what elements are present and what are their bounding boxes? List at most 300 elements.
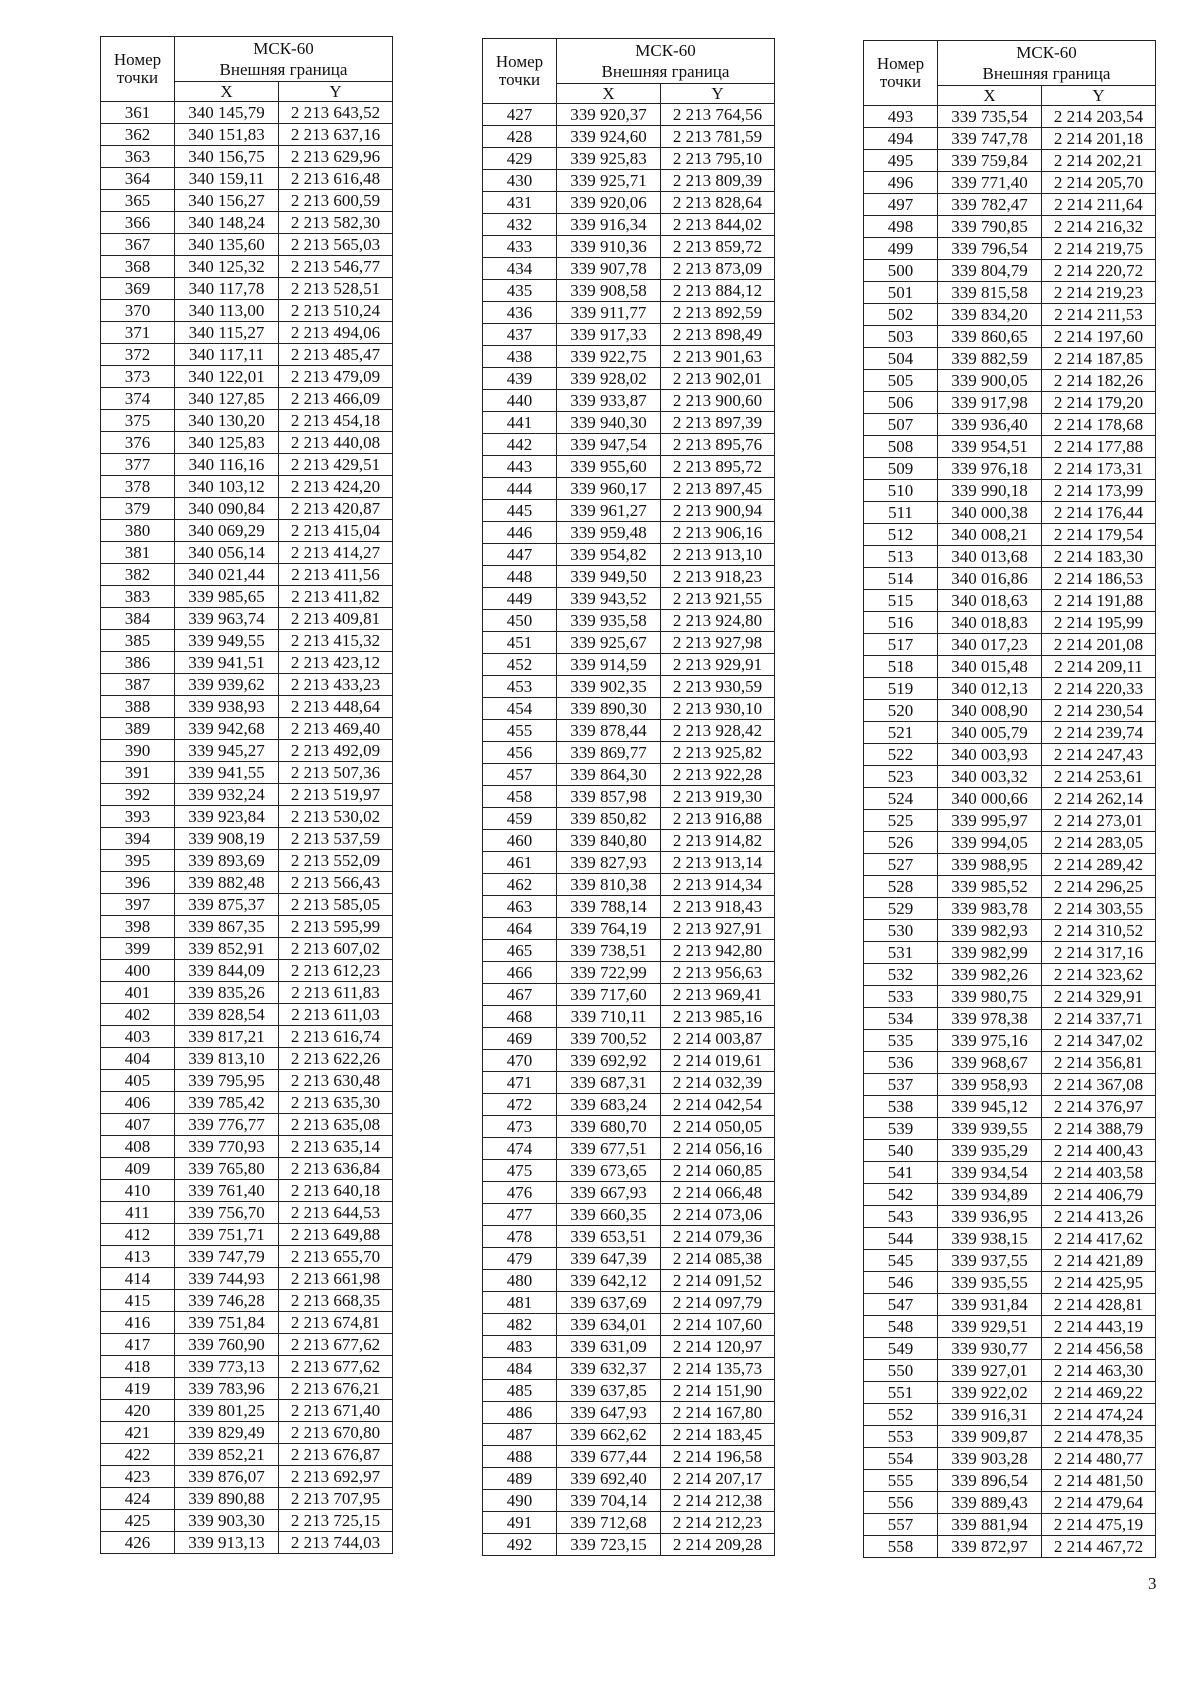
- table-row: [864, 1272, 1156, 1294]
- y-coordinate-cell: 2 214 400,43: [1042, 1140, 1156, 1162]
- point-number-cell: 445: [483, 500, 557, 522]
- y-coordinate-cell: 2 214 406,79: [1042, 1184, 1156, 1206]
- table-row: [864, 986, 1156, 1008]
- x-coordinate-cell: 339 683,24: [557, 1094, 661, 1116]
- table-row: [483, 1270, 775, 1292]
- y-coordinate-cell: 2 213 781,59: [661, 126, 775, 148]
- table-row: [101, 1466, 393, 1488]
- x-coordinate-cell: 340 008,21: [938, 524, 1042, 546]
- y-coordinate-cell: 2 213 585,05: [279, 894, 393, 916]
- table-row: [864, 260, 1156, 282]
- y-coordinate-cell: 2 213 928,42: [661, 720, 775, 742]
- y-coordinate-cell: 2 214 182,26: [1042, 370, 1156, 392]
- y-coordinate-cell: 2 213 942,80: [661, 940, 775, 962]
- table-row: [101, 1158, 393, 1180]
- point-number-cell: 407: [101, 1114, 175, 1136]
- table-row: [864, 304, 1156, 326]
- point-number-cell: 536: [864, 1052, 938, 1074]
- point-number-cell: 544: [864, 1228, 938, 1250]
- point-number-cell: 553: [864, 1426, 938, 1448]
- point-number-cell: 383: [101, 586, 175, 608]
- point-number-cell: 509: [864, 458, 938, 480]
- y-coordinate-cell: 2 213 546,77: [279, 256, 393, 278]
- coordinate-system-header: [175, 37, 393, 82]
- table-row: [483, 786, 775, 808]
- y-coordinate-cell: 2 213 925,82: [661, 742, 775, 764]
- table-row: [864, 1206, 1156, 1228]
- x-coordinate-cell: 339 902,35: [557, 676, 661, 698]
- y-coordinate-cell: 2 214 469,22: [1042, 1382, 1156, 1404]
- y-coordinate-cell: 2 213 859,72: [661, 236, 775, 258]
- x-coordinate-cell: 339 776,77: [175, 1114, 279, 1136]
- point-number-cell: 415: [101, 1290, 175, 1312]
- y-coordinate-cell: 2 214 195,99: [1042, 612, 1156, 634]
- y-coordinate-cell: 2 213 424,20: [279, 476, 393, 498]
- table-row: [483, 1512, 775, 1534]
- y-coordinate-cell: 2 214 481,50: [1042, 1470, 1156, 1492]
- point-number-cell: 372: [101, 344, 175, 366]
- x-coordinate-cell: 339 939,55: [938, 1118, 1042, 1140]
- y-coordinate-cell: 2 214 219,23: [1042, 282, 1156, 304]
- point-number-cell: 519: [864, 678, 938, 700]
- y-coordinate-cell: 2 213 600,59: [279, 190, 393, 212]
- point-number-cell: 422: [101, 1444, 175, 1466]
- table-row: [101, 696, 393, 718]
- table-row: [101, 542, 393, 564]
- point-number-cell: 429: [483, 148, 557, 170]
- point-number-cell: 464: [483, 918, 557, 940]
- x-coordinate-cell: 339 876,07: [175, 1466, 279, 1488]
- point-number-cell: 547: [864, 1294, 938, 1316]
- table-row: [101, 388, 393, 410]
- x-coordinate-cell: 340 130,20: [175, 410, 279, 432]
- x-coordinate-cell: 339 982,26: [938, 964, 1042, 986]
- x-coordinate-cell: 339 935,58: [557, 610, 661, 632]
- x-coordinate-cell: 339 923,84: [175, 806, 279, 828]
- table-row: [101, 1444, 393, 1466]
- y-coordinate-cell: 2 214 205,70: [1042, 172, 1156, 194]
- y-coordinate-cell: 2 213 897,39: [661, 412, 775, 434]
- y-coordinate-cell: 2 214 211,64: [1042, 194, 1156, 216]
- table-row: [483, 126, 775, 148]
- point-number-cell: 478: [483, 1226, 557, 1248]
- y-coordinate-cell: 2 213 921,55: [661, 588, 775, 610]
- table-row: [101, 366, 393, 388]
- table-row: [864, 524, 1156, 546]
- point-number-cell: 482: [483, 1314, 557, 1336]
- y-coordinate-cell: 2 214 212,23: [661, 1512, 775, 1534]
- x-coordinate-cell: 339 756,70: [175, 1202, 279, 1224]
- y-coordinate-cell: 2 214 003,87: [661, 1028, 775, 1050]
- boundary-name: Внешняя граница: [982, 63, 1111, 83]
- table-row: [101, 1114, 393, 1136]
- x-coordinate-cell: 339 760,90: [175, 1334, 279, 1356]
- point-number-cell: 494: [864, 128, 938, 150]
- table-row: [483, 1292, 775, 1314]
- point-number-cell: 466: [483, 962, 557, 984]
- x-coordinate-cell: 339 961,27: [557, 500, 661, 522]
- x-coordinate-cell: 339 782,47: [938, 194, 1042, 216]
- x-coordinate-cell: 339 882,48: [175, 872, 279, 894]
- y-coordinate-cell: 2 213 565,03: [279, 234, 393, 256]
- x-coordinate-cell: 339 829,49: [175, 1422, 279, 1444]
- x-coordinate-cell: 339 673,65: [557, 1160, 661, 1182]
- y-coordinate-cell: 2 214 212,38: [661, 1490, 775, 1512]
- point-number-cell: 465: [483, 940, 557, 962]
- header-row: [101, 37, 393, 82]
- y-coordinate-cell: 2 214 220,33: [1042, 678, 1156, 700]
- table-row: [483, 1204, 775, 1226]
- table-row: [864, 1470, 1156, 1492]
- table-row: [864, 1074, 1156, 1096]
- x-coordinate-cell: 340 021,44: [175, 564, 279, 586]
- point-number-cell: 473: [483, 1116, 557, 1138]
- x-coordinate-cell: 339 949,50: [557, 566, 661, 588]
- table-row: [483, 1424, 775, 1446]
- table-row: [864, 1338, 1156, 1360]
- point-number-cell: 384: [101, 608, 175, 630]
- y-coordinate-cell: 2 213 922,28: [661, 764, 775, 786]
- point-number-cell: 442: [483, 434, 557, 456]
- point-number-cell: 530: [864, 920, 938, 942]
- point-number-cell: 493: [864, 106, 938, 128]
- table-row: [101, 1268, 393, 1290]
- table-row: [101, 1356, 393, 1378]
- table-row: [101, 564, 393, 586]
- table-row: [864, 436, 1156, 458]
- table-row: [101, 982, 393, 1004]
- y-coordinate-cell: 2 213 507,36: [279, 762, 393, 784]
- x-coordinate-cell: 339 933,87: [557, 390, 661, 412]
- point-number-cell: 517: [864, 634, 938, 656]
- y-coordinate-cell: 2 214 247,43: [1042, 744, 1156, 766]
- table-row: [483, 434, 775, 456]
- table-row: [483, 764, 775, 786]
- y-coordinate-cell: 2 213 607,02: [279, 938, 393, 960]
- table-row: [864, 744, 1156, 766]
- point-number-cell: 375: [101, 410, 175, 432]
- table-row: [864, 1382, 1156, 1404]
- point-number-cell: 364: [101, 168, 175, 190]
- point-number-cell: 467: [483, 984, 557, 1006]
- point-number-cell: 370: [101, 300, 175, 322]
- x-coordinate-cell: 339 647,39: [557, 1248, 661, 1270]
- table-row: [864, 502, 1156, 524]
- coordinate-system-header: [557, 39, 775, 84]
- point-number-cell: 368: [101, 256, 175, 278]
- point-number-cell: 448: [483, 566, 557, 588]
- y-coordinate-cell: 2 213 895,76: [661, 434, 775, 456]
- table-row: [101, 168, 393, 190]
- y-coordinate-cell: 2 213 929,91: [661, 654, 775, 676]
- point-number-cell: 489: [483, 1468, 557, 1490]
- table-row: [101, 476, 393, 498]
- table-row: [864, 898, 1156, 920]
- point-number-cell: 418: [101, 1356, 175, 1378]
- x-coordinate-cell: 339 834,20: [938, 304, 1042, 326]
- y-coordinate-cell: 2 213 764,56: [661, 104, 775, 126]
- point-number-cell: 486: [483, 1402, 557, 1424]
- table-row: [101, 586, 393, 608]
- y-coordinate-cell: 2 214 413,26: [1042, 1206, 1156, 1228]
- y-coordinate-cell: 2 213 913,14: [661, 852, 775, 874]
- y-coordinate-cell: 2 214 443,19: [1042, 1316, 1156, 1338]
- x-coordinate-cell: 340 122,01: [175, 366, 279, 388]
- point-number-cell: 468: [483, 1006, 557, 1028]
- table-row: [101, 630, 393, 652]
- coordinates-table: [863, 40, 1156, 1558]
- x-coordinate-cell: 340 148,24: [175, 212, 279, 234]
- point-number-cell: 453: [483, 676, 557, 698]
- table-row: [864, 964, 1156, 986]
- point-number-cell: 386: [101, 652, 175, 674]
- y-coordinate-cell: 2 214 167,80: [661, 1402, 775, 1424]
- x-coordinate-cell: 340 117,11: [175, 344, 279, 366]
- point-number-cell: 439: [483, 368, 557, 390]
- x-coordinate-cell: 339 942,68: [175, 718, 279, 740]
- table-row: [864, 1008, 1156, 1030]
- table-row: [101, 828, 393, 850]
- point-number-cell: 404: [101, 1048, 175, 1070]
- y-coordinate-cell: 2 213 671,40: [279, 1400, 393, 1422]
- x-coordinate-cell: 339 935,55: [938, 1272, 1042, 1294]
- point-number-cell: 525: [864, 810, 938, 832]
- y-coordinate-cell: 2 213 898,49: [661, 324, 775, 346]
- point-number-cell: 398: [101, 916, 175, 938]
- table-row: [864, 656, 1156, 678]
- table-row: [864, 876, 1156, 898]
- x-coordinate-cell: 339 959,48: [557, 522, 661, 544]
- point-number-cell: 428: [483, 126, 557, 148]
- point-number-cell: 458: [483, 786, 557, 808]
- coordinates-sheet-2: [482, 38, 775, 1556]
- point-number-cell: 556: [864, 1492, 938, 1514]
- y-coordinate-cell: 2 214 329,91: [1042, 986, 1156, 1008]
- coordinates-table: [100, 36, 393, 1554]
- x-coordinate-cell: 339 925,67: [557, 632, 661, 654]
- x-coordinate-cell: 339 860,65: [938, 326, 1042, 348]
- table-row: [483, 170, 775, 192]
- y-coordinate-cell: 2 213 630,48: [279, 1070, 393, 1092]
- table-row: [483, 1534, 775, 1556]
- table-row: [101, 124, 393, 146]
- y-coordinate-cell: 2 213 897,45: [661, 478, 775, 500]
- point-number-cell: 412: [101, 1224, 175, 1246]
- point-number-cell: 469: [483, 1028, 557, 1050]
- x-coordinate-cell: 339 773,13: [175, 1356, 279, 1378]
- y-coordinate-cell: 2 213 510,24: [279, 300, 393, 322]
- table-row: [483, 940, 775, 962]
- x-coordinate-cell: 339 764,19: [557, 918, 661, 940]
- table-row: [101, 960, 393, 982]
- table-row: [101, 1048, 393, 1070]
- point-number-cell: 402: [101, 1004, 175, 1026]
- table-row: [864, 1294, 1156, 1316]
- y-coordinate-cell: 2 213 423,12: [279, 652, 393, 674]
- y-coordinate-cell: 2 213 670,80: [279, 1422, 393, 1444]
- y-coordinate-cell: 2 214 479,64: [1042, 1492, 1156, 1514]
- point-number-cell: 528: [864, 876, 938, 898]
- point-number-cell: 487: [483, 1424, 557, 1446]
- y-coordinate-cell: 2 214 032,39: [661, 1072, 775, 1094]
- point-number-cell: 551: [864, 1382, 938, 1404]
- x-coordinate-cell: 339 796,54: [938, 238, 1042, 260]
- x-coordinate-cell: 339 875,37: [175, 894, 279, 916]
- y-coordinate-cell: 2 214 135,73: [661, 1358, 775, 1380]
- point-number-cell: 430: [483, 170, 557, 192]
- y-coordinate-cell: 2 213 635,30: [279, 1092, 393, 1114]
- y-coordinate-cell: 2 214 042,54: [661, 1094, 775, 1116]
- y-coordinate-cell: 2 214 120,97: [661, 1336, 775, 1358]
- x-coordinate-cell: 340 125,83: [175, 432, 279, 454]
- x-coordinate-cell: 339 947,54: [557, 434, 661, 456]
- x-coordinate-cell: 339 785,42: [175, 1092, 279, 1114]
- table-row: [483, 280, 775, 302]
- table-row: [864, 1030, 1156, 1052]
- y-coordinate-cell: 2 214 179,20: [1042, 392, 1156, 414]
- table-row: [864, 1052, 1156, 1074]
- x-coordinate-cell: 339 909,87: [938, 1426, 1042, 1448]
- y-coordinate-cell: 2 213 433,23: [279, 674, 393, 696]
- y-coordinate-cell: 2 213 795,10: [661, 148, 775, 170]
- x-header: X: [557, 84, 661, 104]
- y-coordinate-cell: 2 214 107,60: [661, 1314, 775, 1336]
- system-name: МСК-60: [635, 40, 696, 60]
- y-coordinate-cell: 2 213 636,84: [279, 1158, 393, 1180]
- x-coordinate-cell: 339 680,70: [557, 1116, 661, 1138]
- x-coordinate-cell: 340 151,83: [175, 124, 279, 146]
- coordinates-sheet-3: [863, 40, 1156, 1558]
- x-coordinate-cell: 339 835,26: [175, 982, 279, 1004]
- boundary-name: Внешняя граница: [601, 61, 730, 81]
- table-row: [864, 568, 1156, 590]
- x-coordinate-cell: 339 815,58: [938, 282, 1042, 304]
- point-number-cell: 555: [864, 1470, 938, 1492]
- point-number-cell: 392: [101, 784, 175, 806]
- point-number-cell: 436: [483, 302, 557, 324]
- x-coordinate-cell: 339 852,21: [175, 1444, 279, 1466]
- y-coordinate-cell: 2 214 209,28: [661, 1534, 775, 1556]
- x-coordinate-cell: 339 960,17: [557, 478, 661, 500]
- y-coordinate-cell: 2 213 985,16: [661, 1006, 775, 1028]
- y-coordinate-cell: 2 214 323,62: [1042, 964, 1156, 986]
- table-row: [101, 212, 393, 234]
- y-coordinate-cell: 2 213 725,15: [279, 1510, 393, 1532]
- y-coordinate-cell: 2 213 655,70: [279, 1246, 393, 1268]
- x-coordinate-cell: 339 747,78: [938, 128, 1042, 150]
- y-coordinate-cell: 2 214 177,88: [1042, 436, 1156, 458]
- table-row: [101, 718, 393, 740]
- y-coordinate-cell: 2 214 421,89: [1042, 1250, 1156, 1272]
- table-row: [101, 1224, 393, 1246]
- y-coordinate-cell: 2 213 640,18: [279, 1180, 393, 1202]
- x-coordinate-cell: 339 700,52: [557, 1028, 661, 1050]
- table-row: [864, 282, 1156, 304]
- x-coordinate-cell: 340 156,27: [175, 190, 279, 212]
- y-coordinate-cell: 2 213 643,52: [279, 102, 393, 124]
- y-coordinate-cell: 2 213 676,21: [279, 1378, 393, 1400]
- table-row: [101, 1136, 393, 1158]
- point-number-cell: 456: [483, 742, 557, 764]
- coordinate-system-header: [938, 41, 1156, 86]
- table-row: [483, 214, 775, 236]
- point-number-cell: 376: [101, 432, 175, 454]
- point-number-cell: 523: [864, 766, 938, 788]
- x-coordinate-cell: 339 637,69: [557, 1292, 661, 1314]
- y-coordinate-cell: 2 213 415,32: [279, 630, 393, 652]
- y-coordinate-cell: 2 214 178,68: [1042, 414, 1156, 436]
- y-header: Y: [1042, 86, 1156, 106]
- table-row: [483, 1490, 775, 1512]
- x-coordinate-cell: 340 103,12: [175, 476, 279, 498]
- point-number-cell: 522: [864, 744, 938, 766]
- coordinates-table: [482, 38, 775, 1556]
- x-coordinate-cell: 340 013,68: [938, 546, 1042, 568]
- table-row: [483, 742, 775, 764]
- table-row: [101, 498, 393, 520]
- table-row: [483, 1028, 775, 1050]
- point-number-cell: 405: [101, 1070, 175, 1092]
- x-coordinate-cell: 339 907,78: [557, 258, 661, 280]
- y-coordinate-cell: 2 213 440,08: [279, 432, 393, 454]
- point-number-cell: 362: [101, 124, 175, 146]
- point-number-cell: 417: [101, 1334, 175, 1356]
- y-coordinate-cell: 2 214 262,14: [1042, 788, 1156, 810]
- table-row: [864, 1448, 1156, 1470]
- point-number-cell: 479: [483, 1248, 557, 1270]
- table-row: [864, 854, 1156, 876]
- x-coordinate-cell: 339 903,28: [938, 1448, 1042, 1470]
- table-row: [101, 454, 393, 476]
- y-coordinate-cell: 2 213 485,47: [279, 344, 393, 366]
- point-number-cell: 550: [864, 1360, 938, 1382]
- point-number-cell: 390: [101, 740, 175, 762]
- point-number-cell: 424: [101, 1488, 175, 1510]
- point-number-cell: 443: [483, 456, 557, 478]
- point-number-cell: 552: [864, 1404, 938, 1426]
- point-number-cell: 471: [483, 1072, 557, 1094]
- point-number-cell: 510: [864, 480, 938, 502]
- y-coordinate-cell: 2 213 969,41: [661, 984, 775, 1006]
- x-coordinate-cell: 339 922,02: [938, 1382, 1042, 1404]
- point-number-cell: 529: [864, 898, 938, 920]
- y-coordinate-cell: 2 214 403,58: [1042, 1162, 1156, 1184]
- point-number-cell: 444: [483, 478, 557, 500]
- point-number-cell: 452: [483, 654, 557, 676]
- table-row: [483, 610, 775, 632]
- point-number-cell: 408: [101, 1136, 175, 1158]
- table-row: [864, 634, 1156, 656]
- y-coordinate-cell: 2 213 635,08: [279, 1114, 393, 1136]
- point-number-cell: 400: [101, 960, 175, 982]
- point-number-cell: 399: [101, 938, 175, 960]
- table-row: [483, 1446, 775, 1468]
- point-number-cell: 498: [864, 216, 938, 238]
- x-coordinate-cell: 339 920,37: [557, 104, 661, 126]
- table-row: [483, 698, 775, 720]
- x-coordinate-cell: 339 804,79: [938, 260, 1042, 282]
- table-row: [101, 234, 393, 256]
- y-coordinate-cell: 2 214 151,90: [661, 1380, 775, 1402]
- y-coordinate-cell: 2 214 253,61: [1042, 766, 1156, 788]
- y-coordinate-cell: 2 214 060,85: [661, 1160, 775, 1182]
- x-coordinate-cell: 339 976,18: [938, 458, 1042, 480]
- y-coordinate-cell: 2 213 479,09: [279, 366, 393, 388]
- y-coordinate-cell: 2 214 296,25: [1042, 876, 1156, 898]
- x-coordinate-cell: 339 738,51: [557, 940, 661, 962]
- table-row: [483, 1226, 775, 1248]
- y-header: Y: [661, 84, 775, 104]
